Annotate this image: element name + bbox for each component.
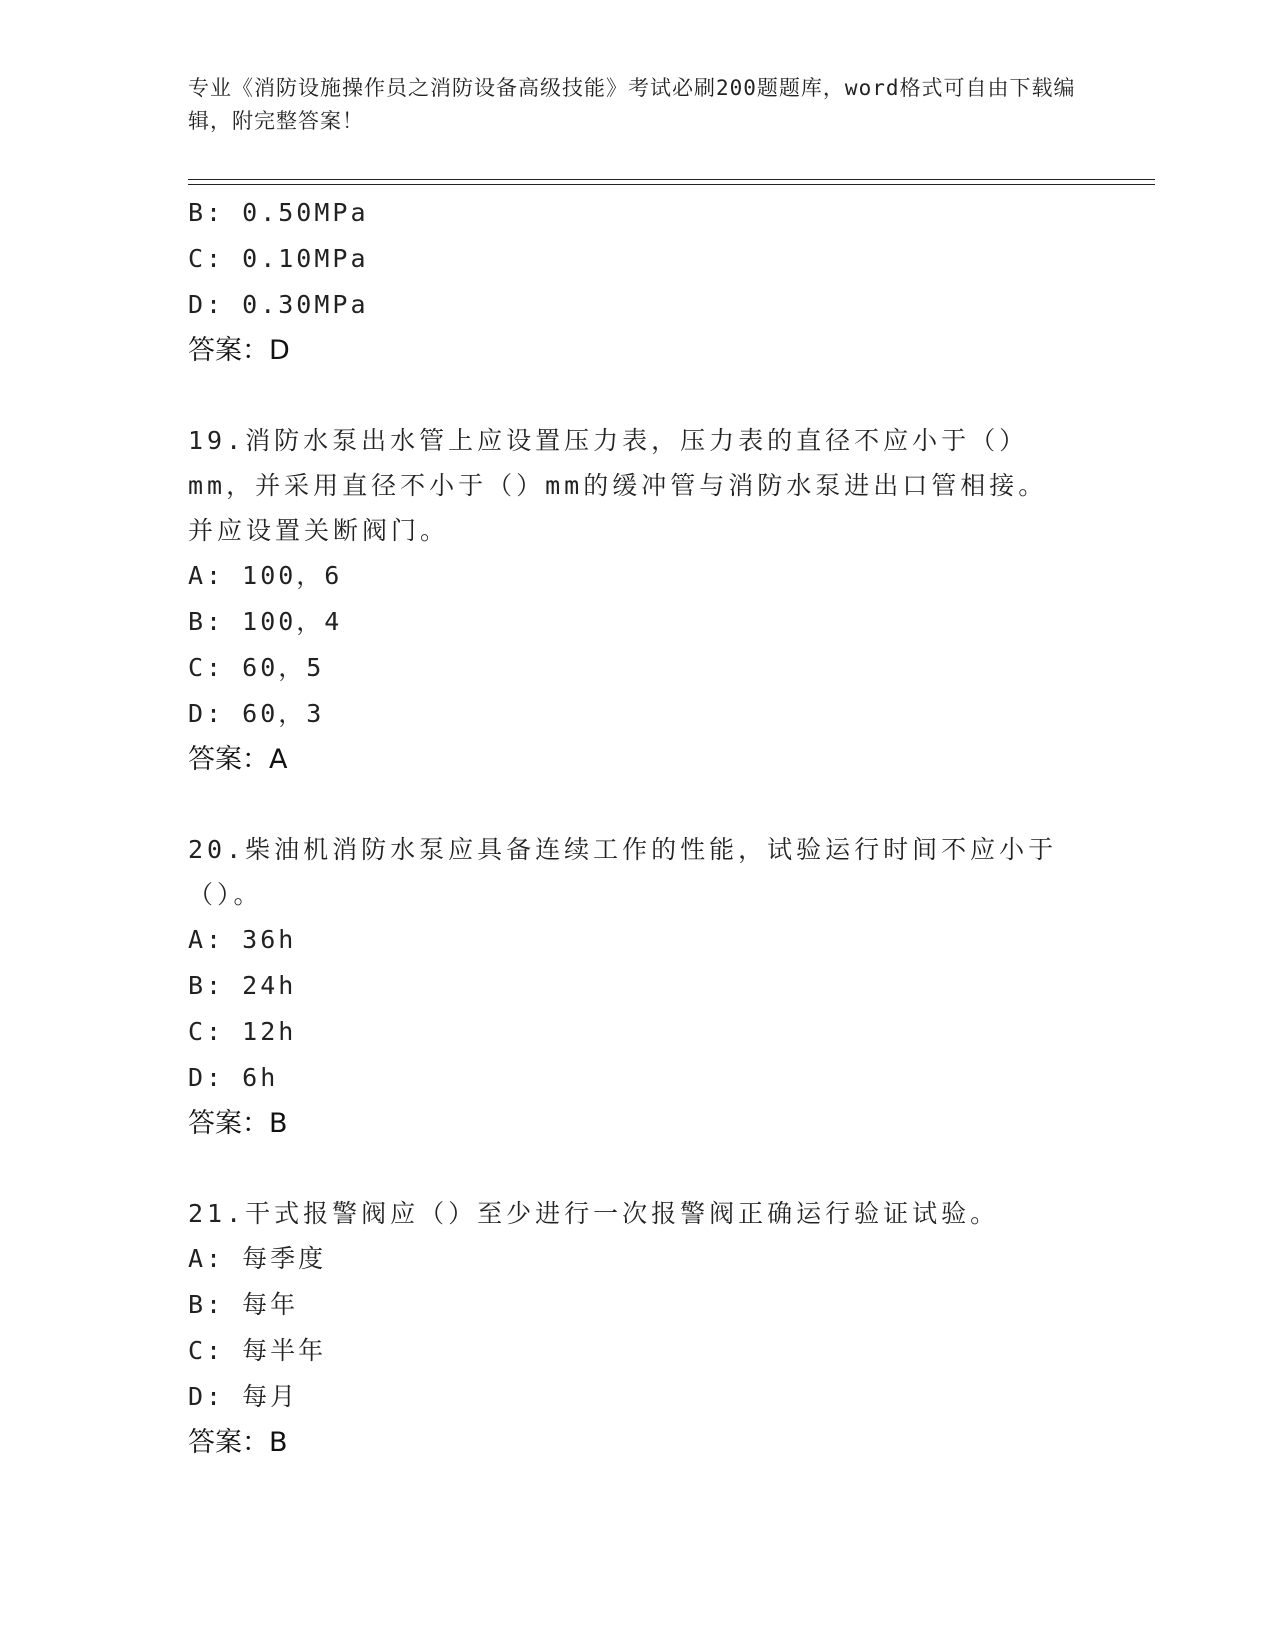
option-c: C: 12h	[188, 1017, 297, 1046]
option-d: D: 0.30MPa	[188, 290, 369, 319]
question-20	[188, 827, 1088, 1147]
option-b: B: 每年	[188, 1290, 299, 1319]
option-a: A: 100，6	[188, 561, 343, 590]
question-text: 21.干式报警阀应（）至少进行一次报警阀正确运行验证试验。	[188, 1199, 1000, 1228]
document-header: 专业《消防设施操作员之消防设备高级技能》考试必刷200题题库，word格式可自由下载编辑，附完整答案！	[188, 76, 1076, 133]
document-body	[188, 190, 1088, 1466]
answer-line: 答案：A	[188, 744, 288, 775]
option-d: D: 60，3	[188, 699, 325, 728]
option-b: B: 100，4	[188, 607, 343, 636]
option-c: C: 60，5	[188, 653, 325, 682]
option-c: C: 每半年	[188, 1336, 327, 1365]
answer-line: 答案：B	[188, 1427, 288, 1458]
header-divider	[188, 179, 1155, 185]
question-text: 20.柴油机消防水泵应具备连续工作的性能，试验运行时间不应小于（）。	[188, 835, 1058, 909]
question-text: 19.消防水泵出水管上应设置压力表，压力表的直径不应小于（）mm，并采用直径不小于（）mm的缓冲管与消防水泵进出口管相接。并应设置关断阀门。	[188, 426, 1048, 545]
option-d: D: 6h	[188, 1063, 279, 1092]
option-c: C: 0.10MPa	[188, 244, 369, 273]
option-b: B: 0.50MPa	[188, 198, 369, 227]
question-18-continuation	[188, 190, 1088, 374]
answer-line: 答案：B	[188, 1108, 288, 1139]
option-a: A: 36h	[188, 925, 297, 954]
answer-line: 答案：D	[188, 335, 290, 366]
option-b: B: 24h	[188, 971, 297, 1000]
option-d: D: 每月	[188, 1382, 299, 1411]
option-a: A: 每季度	[188, 1244, 327, 1273]
question-19	[188, 418, 1088, 783]
question-21	[188, 1191, 1088, 1466]
